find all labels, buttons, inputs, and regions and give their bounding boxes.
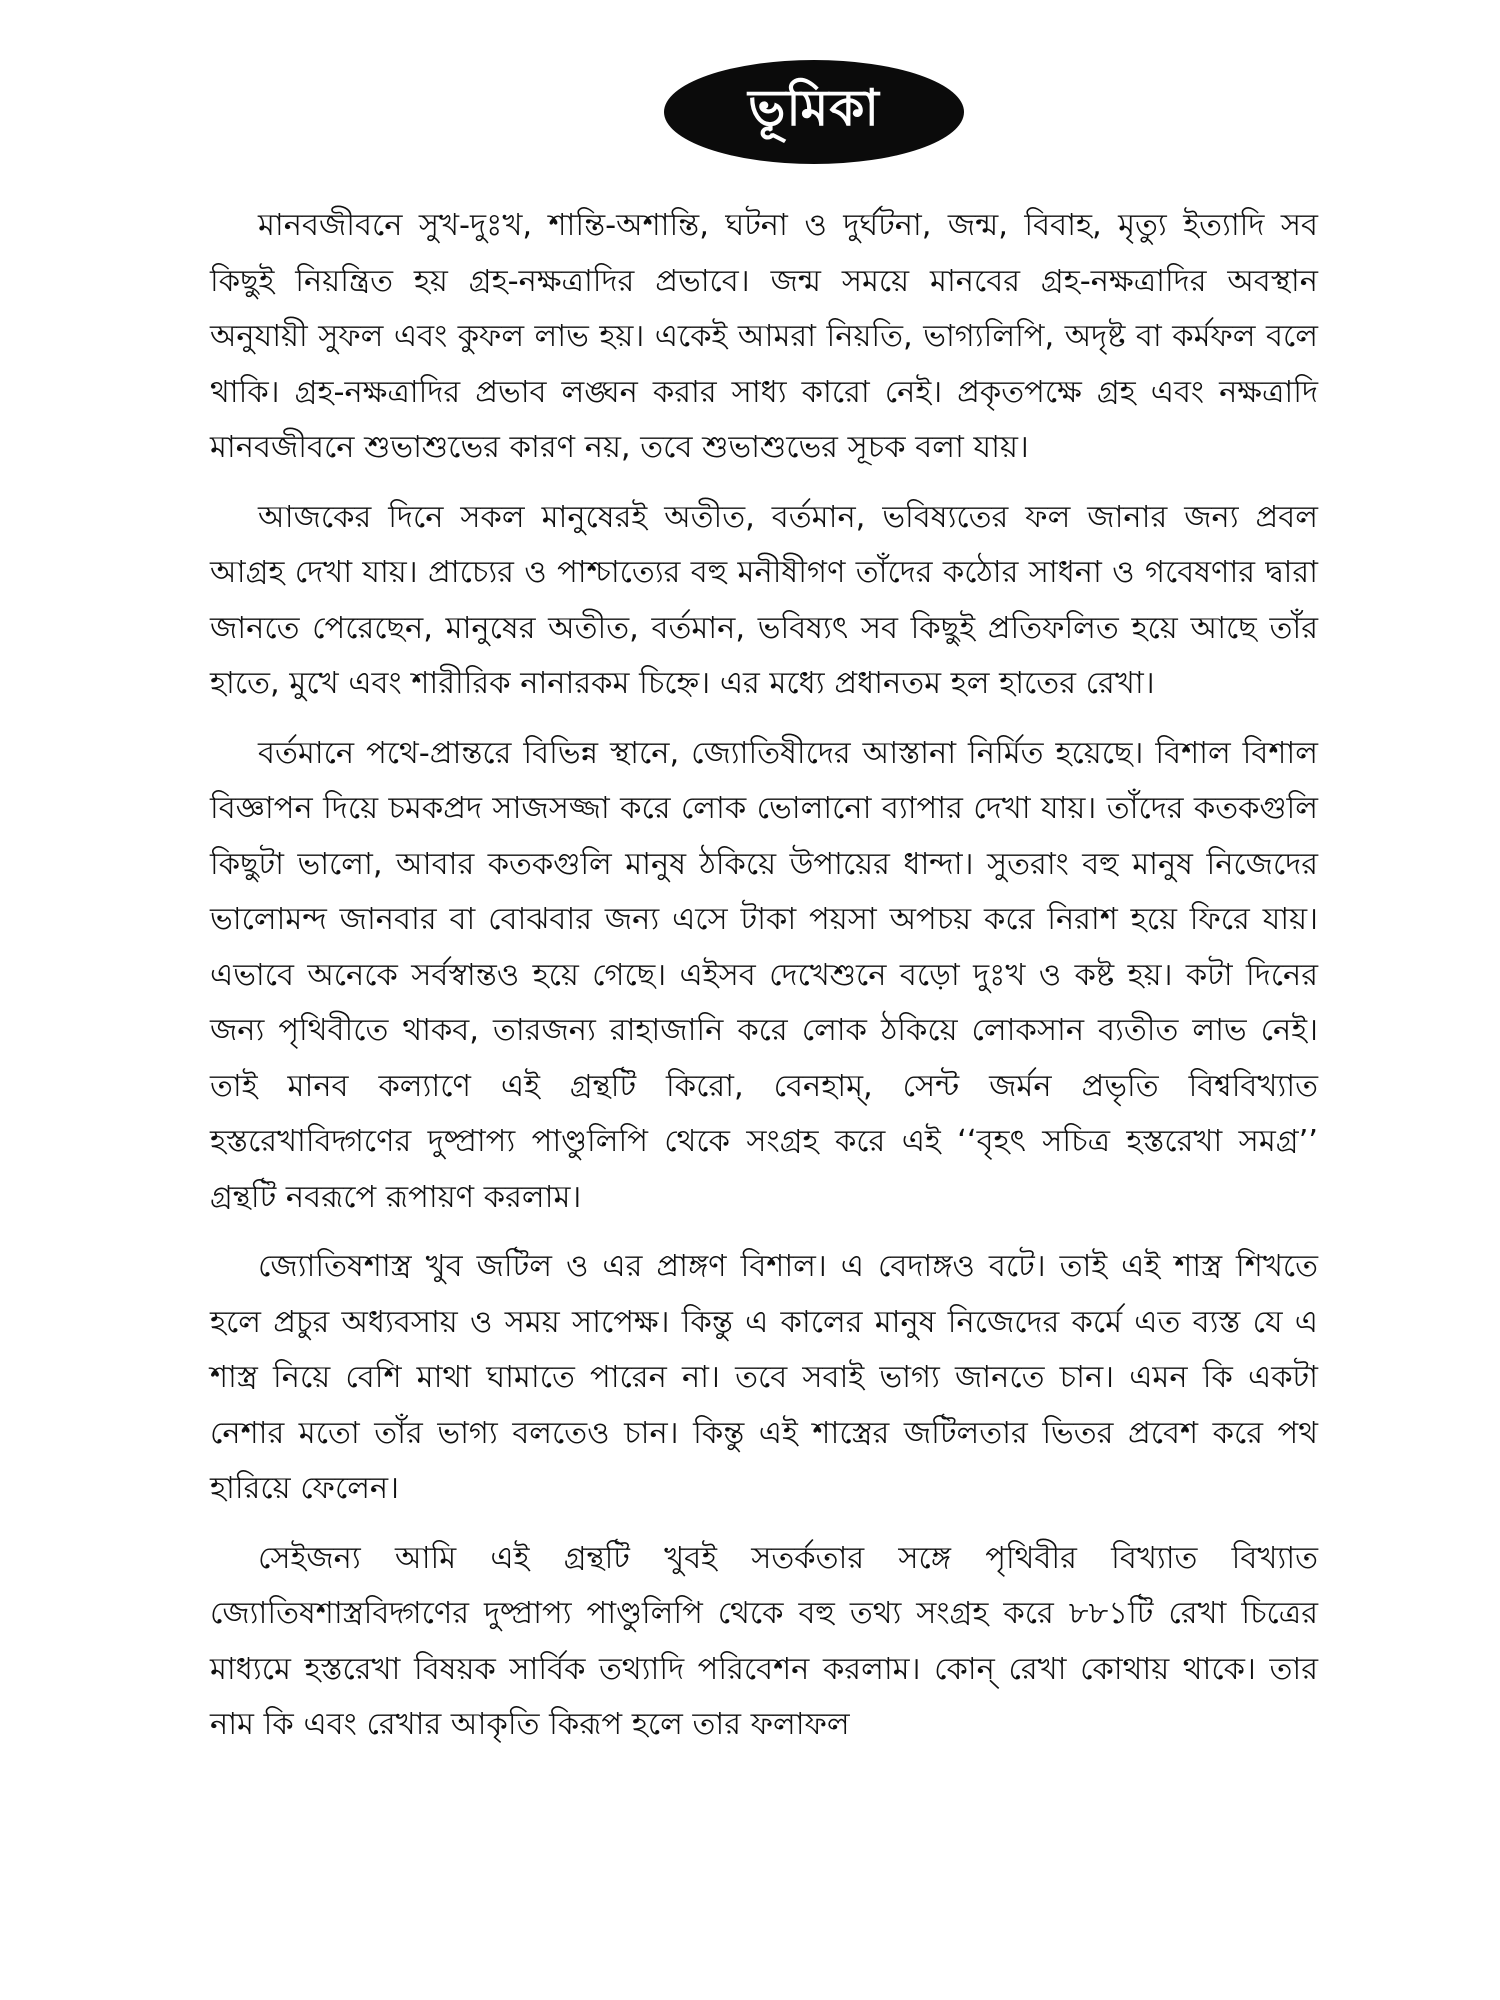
preface-page [210, 60, 1318, 1767]
page-title: ভূমিকা [664, 60, 964, 164]
paragraph: আজকের দিনে সকল মানুষেরই অতীত, বর্তমান, ভবিষ্যতের ফল জানার জন্য প্রবল আগ্রহ দেখা যায়। প্রাচ্যের ও পাশ্চাত্যের বহু মনীষীগণ তাঁদের কঠোর সাধনা ও গবেষণার দ্বারা জানতে পেরেছেন, মানুষের অতীত, বর্তমান, ভবিষ্যৎ সব কিছুই প্রতিফলিত হয়ে আছে তাঁর হাতে, মুখে এবং শারীরিক নানারকম চিহ্নে। এর মধ্যে প্রধানতম হল হাতের রেখা। [210, 499, 1318, 701]
title-banner [310, 60, 1318, 164]
paragraph: জ্যোতিষশাস্ত্র খুব জটিল ও এর প্রাঙ্গণ বিশাল। এ বেদাঙ্গও বটে। তাই এই শাস্ত্র শিখতে হলে প্রচুর অধ্যবসায় ও সময় সাপেক্ষ। কিন্তু এ কালের মানুষ নিজেদের কর্মে এত ব্যস্ত যে এ শাস্ত্র নিয়ে বেশি মাথা ঘামাতে পারেন না। তবে সবাই ভাগ্য জানতে চান। এমন কি একটা নেশার মতো তাঁর ভাগ্য বলতেও চান। কিন্তু এই শাস্ত্রের জটিলতার ভিতর প্রবেশ করে পথ হারিয়ে ফেলেন। [210, 1249, 1318, 1506]
paragraph: মানবজীবনে সুখ-দুঃখ, শান্তি-অশান্তি, ঘটনা ও দুর্ঘটনা, জন্ম, বিবাহ, মৃত্যু ইত্যাদি সব কিছুই নিয়ন্ত্রিত হয় গ্রহ-নক্ষত্রাদির প্রভাবে। জন্ম সময়ে মানবের গ্রহ-নক্ষত্রাদির অবস্থান অনুযায়ী সুফল এবং কুফল লাভ হয়। একেই আমরা নিয়তি, ভাগ্যলিপি, অদৃষ্ট বা কর্মফল বলে থাকি। গ্রহ-নক্ষত্রাদির প্রভাব লঙ্ঘন করার সাধ্য কারো নেই। প্রকৃতপক্ষে গ্রহ এবং নক্ষত্রাদি মানবজীবনে শুভাশুভের কারণ নয়, তবে শুভাশুভের সূচক বলা যায়। [210, 208, 1318, 465]
paragraph: সেইজন্য আমি এই গ্রন্থটি খুবই সতর্কতার সঙ্গে পৃথিবীর বিখ্যাত বিখ্যাত জ্যোতিষশাস্ত্রবিদ্গণের দুষ্প্রাপ্য পাণ্ডুলিপি থেকে বহু তথ্য সংগ্রহ করে ৮৮১টি রেখা চিত্রের মাধ্যমে হস্তরেখা বিষয়ক সার্বিক তথ্যাদি পরিবেশন করলাম। কোন্ রেখা কোথায় থাকে। তার নাম কি এবং রেখার আকৃতি কিরূপ হলে তার ফলাফল [210, 1540, 1318, 1742]
paragraph: বর্তমানে পথে-প্রান্তরে বিভিন্ন স্থানে, জ্যোতিষীদের আস্তানা নির্মিত হয়েছে। বিশাল বিশাল বিজ্ঞাপন দিয়ে চমকপ্রদ সাজসজ্জা করে লোক ভোলানো ব্যাপার দেখা যায়। তাঁদের কতকগুলি কিছুটা ভালো, আবার কতকগুলি মানুষ ঠকিয়ে উপায়ের ধান্দা। সুতরাং বহু মানুষ নিজেদের ভালোমন্দ জানবার বা বোঝবার জন্য এসে টাকা পয়সা অপচয় করে নিরাশ হয়ে ফিরে যায়। এভাবে অনেকে সর্বস্বান্তও হয়ে গেছে। এইসব দেখেশুনে বড়ো দুঃখ ও কষ্ট হয়। কটা দিনের জন্য পৃথিবীতে থাকব, তারজন্য রাহাজানি করে লোক ঠকিয়ে লোকসান ব্যতীত লাভ নেই। তাই মানব কল্যাণে এই গ্রন্থটি কিরো, বেনহাম্, সেন্ট জর্মন প্রভৃতি বিশ্ববিখ্যাত হস্তরেখাবিদ্গণের দুষ্প্রাপ্য পাণ্ডুলিপি থেকে সংগ্রহ করে এই ‘‘বৃহৎ সচিত্র হস্তরেখা সমগ্র’’ গ্রন্থটি নবরূপে রূপায়ণ করলাম। [210, 735, 1318, 1215]
